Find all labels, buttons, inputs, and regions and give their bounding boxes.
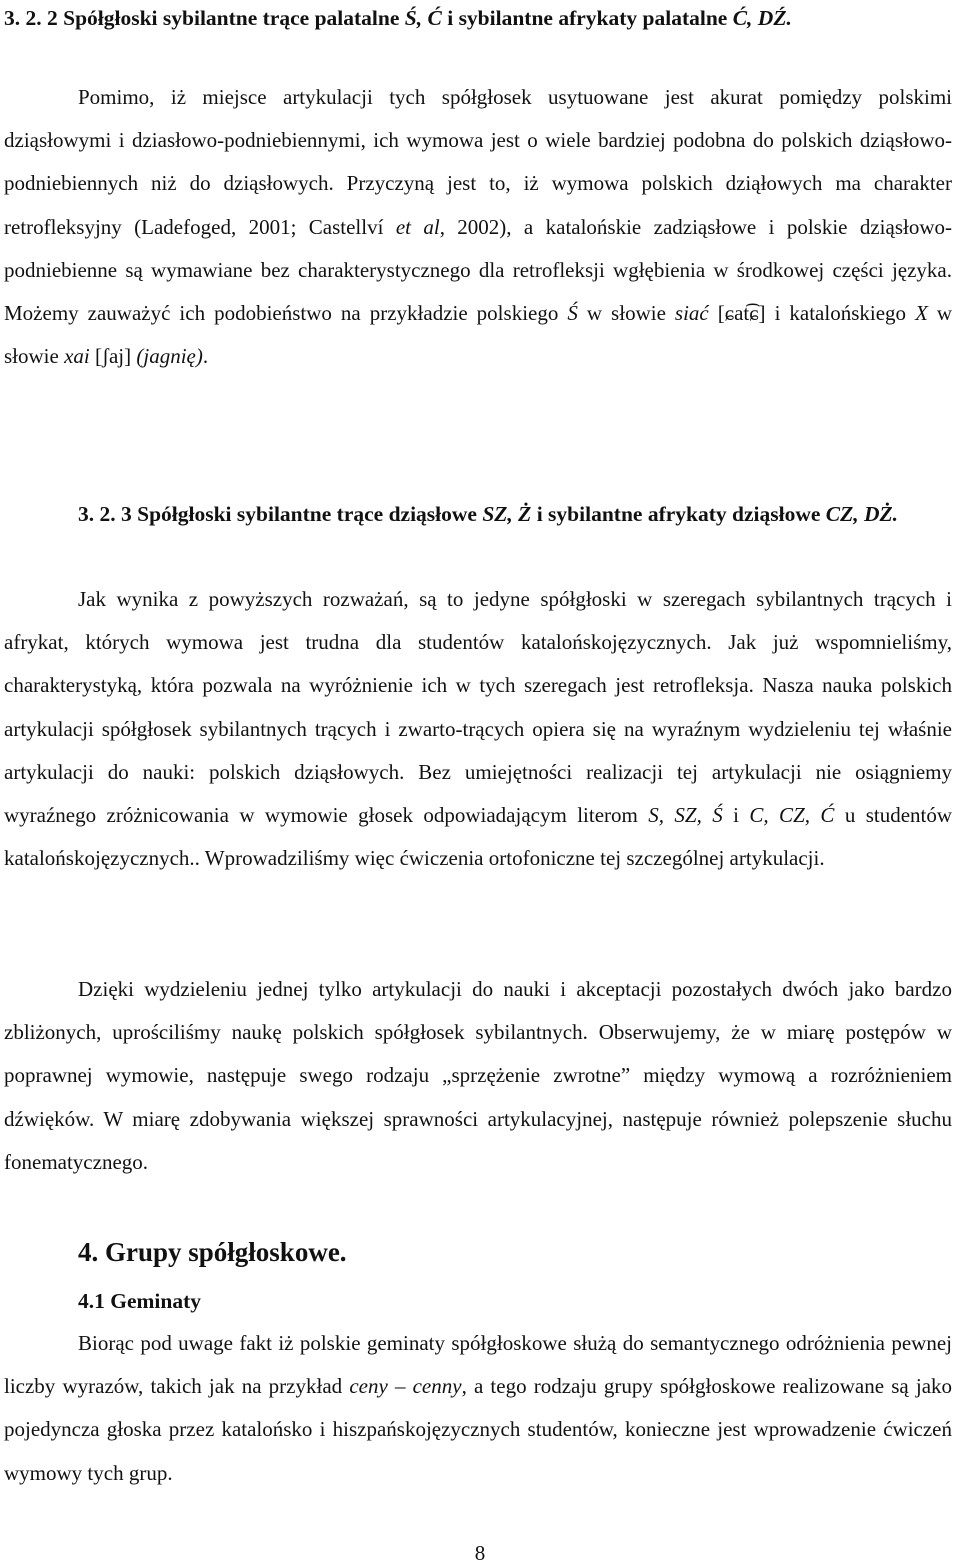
page-number: 8 <box>474 1541 486 1565</box>
example-word: cenny <box>412 1374 462 1399</box>
example-letter: X <box>915 301 928 326</box>
sentence-end: . <box>202 344 209 369</box>
citation-etal: et al <box>395 214 440 239</box>
subsection-title: 4.1 Geminaty <box>78 1289 202 1313</box>
section-heading-3-2-2 <box>4 0 952 36</box>
paragraph-geminates <box>4 1322 952 1495</box>
example-letters: C, CZ, Ć <box>749 803 835 828</box>
ipa-transcription: [ʃaj] <box>94 344 132 369</box>
example-word: ceny <box>349 1374 388 1399</box>
paragraph-palatal <box>4 76 952 378</box>
paragraph-text: , a tego rodzaju grupy spółgłoskowe realizowane są jako pojedyncza głoska przez katalońsko i hiszpańskojęzycznych studentów, konieczne jest wprowadzenie ćwiczeń wymowy tych grup. <box>4 1374 953 1485</box>
example-word: xai <box>64 344 90 369</box>
example-word: siać <box>674 301 709 326</box>
ipa-transcription: [ɕat͡ɕ] <box>717 301 766 326</box>
heading-text: Spółgłoski sybilantne trące dziąsłowe <box>137 502 477 526</box>
paragraph-text: Jak wynika z powyższych rozważań, są to jedyne spółgłoski w szeregach sybilantnych trących i afrykat, których wymowa jest trudna dla studentów katalońskojęzycznych. Jak już wspomnieliśmy, charakterystyką, która pozwala na wyróżnienie ich w tych szeregach jest retrofleksja. Nasza nauka polskich artykulacji spółgłosek sybilantnych trących i zwarto-trących opiera się na wyraźnym wydzieleniu tej właśnie artykulacji do nauki: polskich dziąsłowych. Bez umiejętności realizacji tej artykulacji nie osiągniemy wyraźnego zróżnicowania w wymowie głosek odpowiadającym literom <box>4 587 952 828</box>
paragraph-text: i katalońskiego <box>774 301 907 326</box>
section-number: 3. 2. 2 <box>4 6 58 30</box>
section-heading-3-2-3 <box>4 496 952 532</box>
example-gloss: (jagnię) <box>136 344 203 369</box>
heading-letters: CZ, DŻ. <box>825 502 899 526</box>
en-dash: – <box>394 1374 406 1399</box>
paragraph-text: , 2002), a katalońskie zadziąsłowe i polskie dziąsłowo-podniebienne są wymawiane bez charakterystycznego dla retrofleksji wgłębienia w środkowej części języka. Możemy zauważyć ich podobieństwo na przykładzie polskiego <box>4 214 952 326</box>
paragraph-text: w słowie <box>586 301 666 326</box>
heading-letters: Ś, Ć <box>404 6 442 30</box>
paragraph-text: w słowie <box>4 301 953 369</box>
conjunction: i <box>733 803 739 828</box>
paragraph-feedback: Dzięki wydzieleniu jednej tylko artykulacji do nauki i akceptacji pozostałych dwóch jako bardzo zbliżonych, uprościliśmy naukę polskich spółgłosek sybilantnych. Obserwujemy, że w miarę postępów w poprawnej wymowie, następuje swego rodzaju „sprzężenie zwrotne” między wymową a rozróżnieniem dźwięków. W miarę zdobywania większej sprawności artykulacyjnej, następuje również polepszenie słuchu fonematycznego. <box>4 977 952 1174</box>
heading-text: Spółgłoski sybilantne trące palatalne <box>63 6 400 30</box>
heading-letters: Ć, DŹ. <box>732 6 792 30</box>
paragraph-text: Pomimo, iż miejsce artykulacji tych spółgłosek usytuowane jest akurat pomiędzy polskimi dziąsłowymi i dziasłowo-podniebiennymi, ich wymowa jest o wiele bardziej podobna do polskich dziąsłowo-podniebiennych niż do dziąsłowych. Przyczyną jest to, iż wymowa polskich dziąłowych ma charakter retrofleksyjny (Ladefoged, 2001; Castellví <box>4 85 952 239</box>
example-letter: Ś <box>567 301 578 326</box>
chapter-title: 4. Grupy spółgłoskowe. <box>78 1237 347 1267</box>
example-letters: S, SZ, Ś <box>648 803 723 828</box>
paragraph-alveolar <box>4 578 952 880</box>
paragraph-text: Biorąc pod uwage fakt iż polskie geminaty spółgłoskowe służą do semantycznego odróżnienia pewnej liczby wyrazów, takich jak na przykład <box>4 1331 952 1399</box>
heading-text: i sybilantne afrykaty dziąsłowe <box>536 502 821 526</box>
paragraph-text: u studentów katalońskojęzycznych.. Wprowadziliśmy więc ćwiczenia ortofoniczne tej szczególnej artykulacji. <box>4 803 953 871</box>
section-number: 3. 2. 3 <box>78 502 132 526</box>
heading-text: i sybilantne afrykaty palatalne <box>447 6 728 30</box>
heading-letters: SZ, Ż <box>482 502 532 526</box>
